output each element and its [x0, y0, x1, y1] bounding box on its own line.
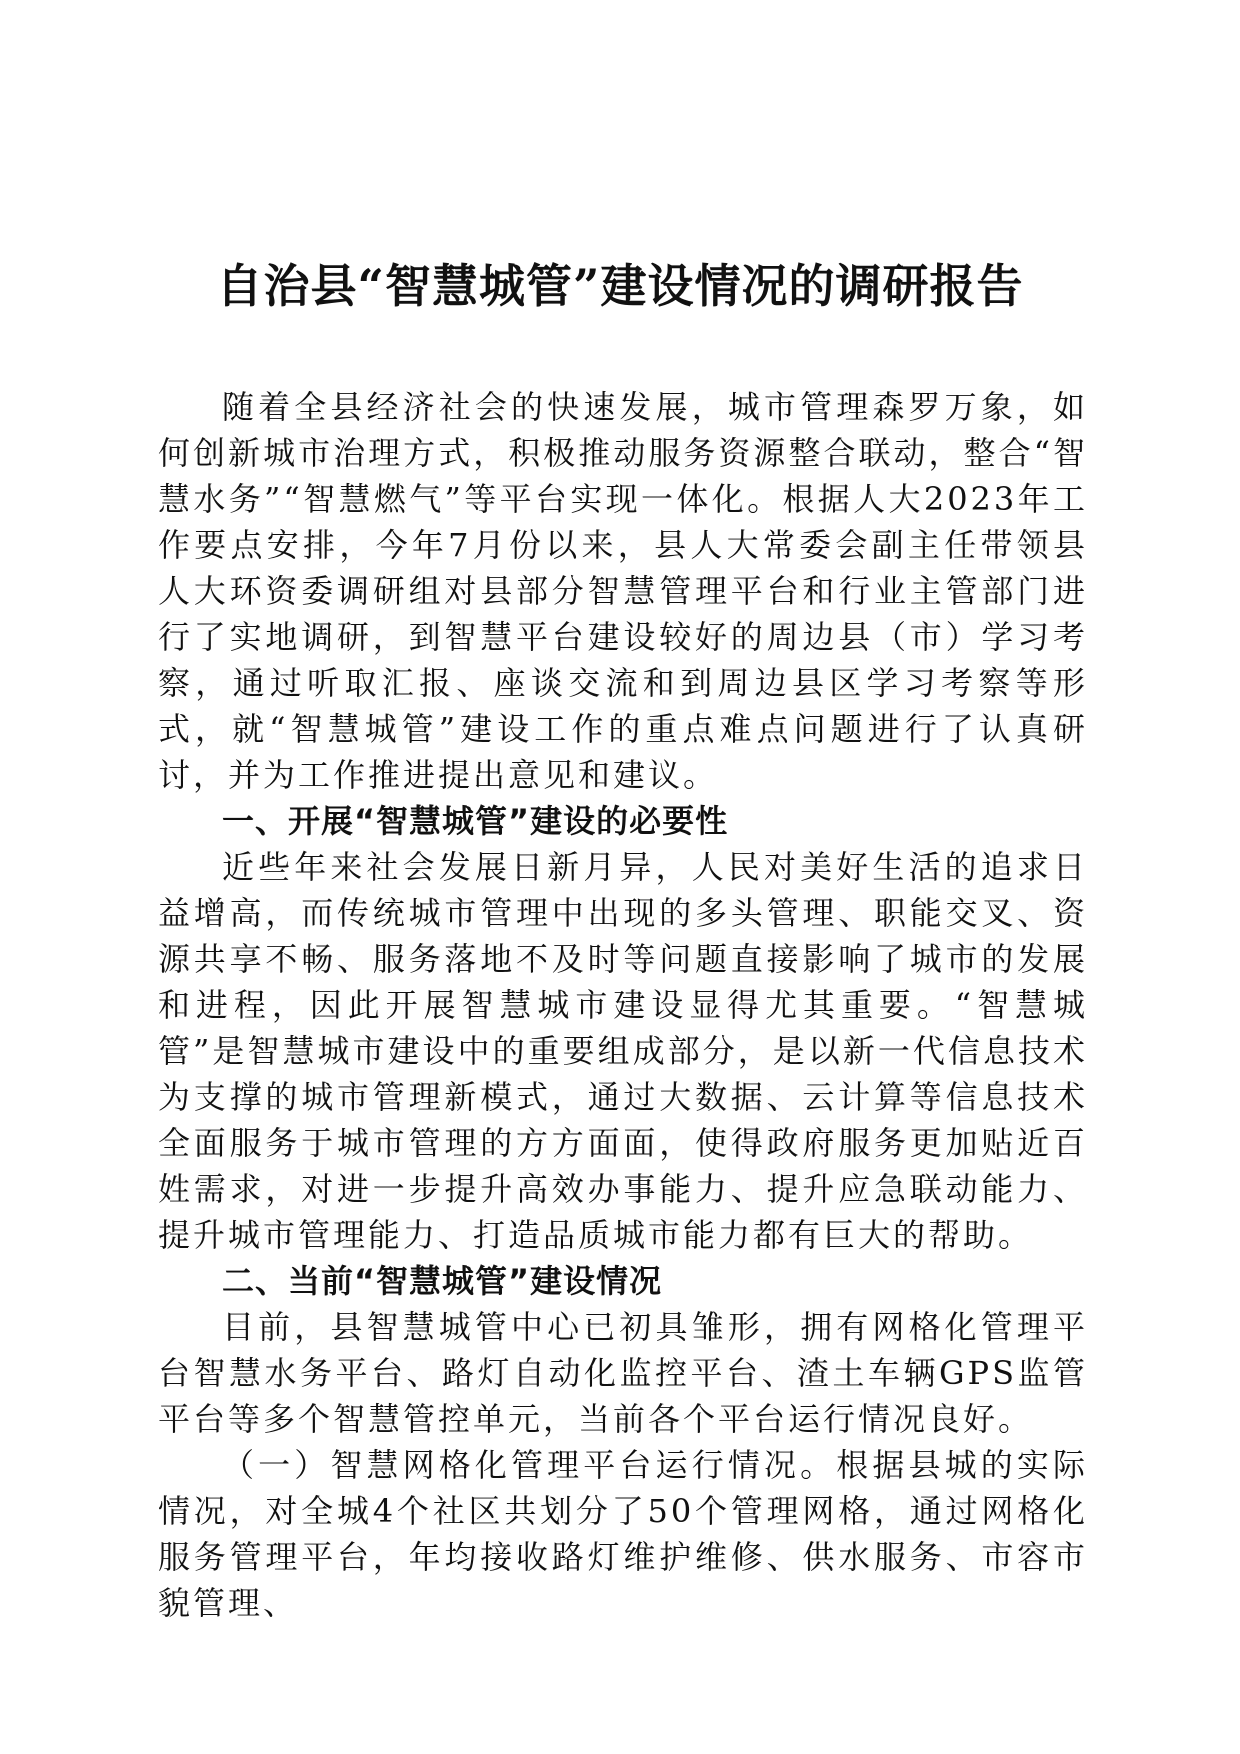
document-body [158, 384, 1088, 1626]
intro-paragraph: 随着全县经济社会的快速发展，城市管理森罗万象，如何创新城市治理方式，积极推动服务资源整合联动，整合“智慧水务”“智慧燃气”等平台实现一体化。根据人大2023年工作要点安排，今年7月份以来，县人大常委会副主任带领县人大环资委调研组对县部分智慧管理平台和行业主管部门进行了实地调研，到智慧平台建设较好的周边县（市）学习考察，通过听取汇报、座谈交流和到周边县区学习考察等形式，就“智慧城管”建设工作的重点难点问题进行了认真研讨，并为工作推进提出意见和建议。 [158, 388, 1088, 794]
section-1-heading: 一、开展“智慧城管”建设的必要性 [222, 802, 729, 840]
section-2-sub-1-paragraph: （一）智慧网格化管理平台运行情况。根据县城的实际情况，对全城4个社区共划分了50个管理网格，通过网格化服务管理平台，年均接收路灯维护维修、供水服务、市容市貌管理、 [158, 1446, 1088, 1622]
section-2-paragraph: 目前，县智慧城管中心已初具雏形，拥有网格化管理平台智慧水务平台、路灯自动化监控平台、渣土车辆GPS监管平台等多个智慧管控单元，当前各个平台运行情况良好。 [158, 1308, 1088, 1438]
document-title: 自治县“智慧城管”建设情况的调研报告 [216, 259, 1024, 313]
section-2-heading: 二、当前“智慧城管”建设情况 [222, 1262, 663, 1300]
section-1-paragraph: 近些年来社会发展日新月异，人民对美好生活的追求日益增高，而传统城市管理中出现的多头管理、职能交叉、资源共享不畅、服务落地不及时等问题直接影响了城市的发展和进程，因此开展智慧城市建设显得尤其重要。“智慧城管”是智慧城市建设中的重要组成部分，是以新一代信息技术为支撑的城市管理新模式，通过大数据、云计算等信息技术全面服务于城市管理的方方面面，使得政府服务更加贴近百姓需求，对进一步提升高效办事能力、提升应急联动能力、提升城市管理能力、打造品质城市能力都有巨大的帮助。 [158, 848, 1088, 1254]
